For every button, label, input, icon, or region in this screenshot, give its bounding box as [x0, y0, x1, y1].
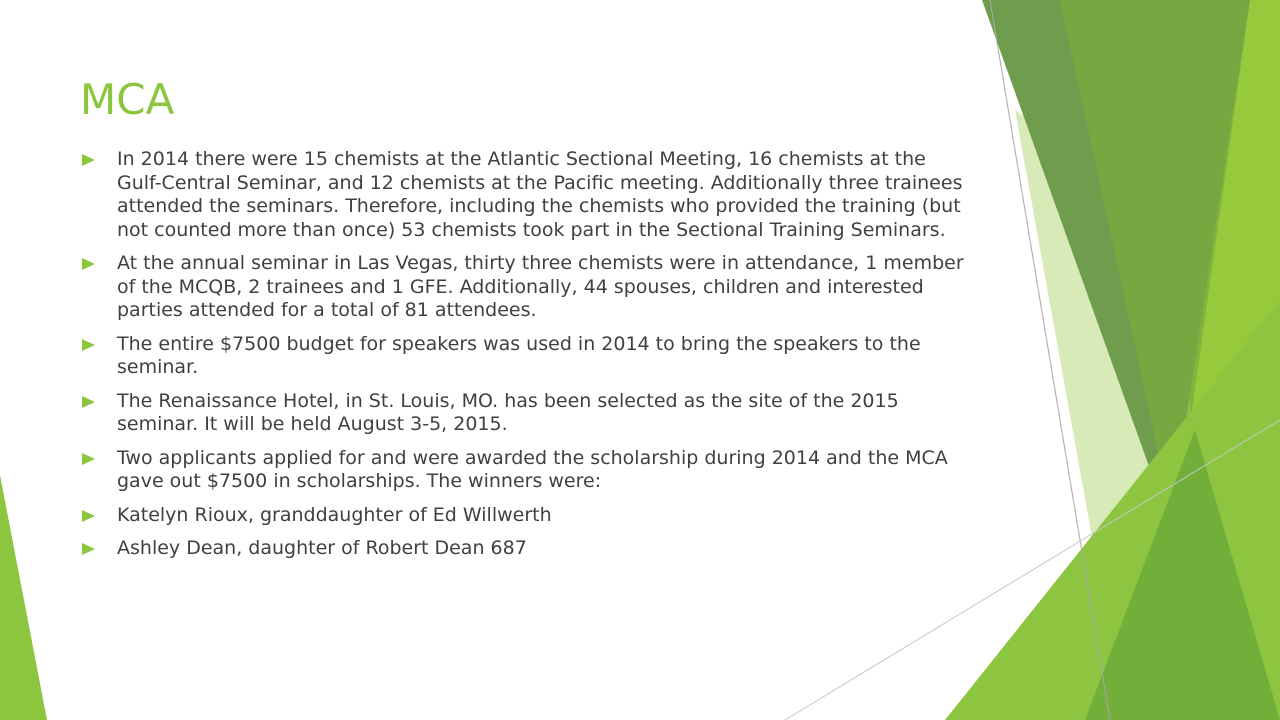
bullet-item: [80, 252, 970, 323]
bullet-item: [80, 148, 970, 242]
bullet-text: At the annual seminar in Las Vegas, thirty three chemists were in attendance, 1 member of the MCQB, 2 trainees and 1 GFE. Additionally, 44 spouses, children and interested parties attended for a total of 81 attendees.: [117, 252, 964, 321]
triangle-bullet-icon: [82, 258, 95, 270]
bullet-text: In 2014 there were 15 chemists at the Atlantic Sectional Meeting, 16 chemists at the Gulf-Central Seminar, and 12 chemists at the Pacific meeting. Additionally three trainees attended the seminars. Therefore, including the chemists who provided the training (but not counted more than once) 53 chemists took part in the Sectional Training Seminars.: [117, 148, 963, 241]
triangle-bullet-icon: [82, 154, 95, 166]
triangle-bullet-icon: [82, 543, 95, 555]
bullet-item: [80, 537, 970, 561]
bullet-item: [80, 333, 970, 380]
bullet-item: [80, 504, 970, 528]
bullet-text: Ashley Dean, daughter of Robert Dean 687: [117, 537, 527, 559]
left-green-wedge: [0, 475, 47, 720]
bullet-text: The entire $7500 budget for speakers was used in 2014 to bring the speakers to the seminar.: [117, 332, 921, 378]
triangle-bullet-icon: [82, 396, 95, 408]
triangle-bullet-icon: [82, 510, 95, 522]
triangle-bullet-icon: [82, 453, 95, 465]
bullet-item: [80, 390, 970, 437]
bullet-text: Two applicants applied for and were awarded the scholarship during 2014 and the MCA gave out $7500 in scholarships. The winners were:: [117, 446, 948, 492]
bullet-text: The Renaissance Hotel, in St. Louis, MO. has been selected as the site of the 2015 seminar. It will be held August 3-5, 2015.: [117, 389, 899, 435]
bullet-text: Katelyn Rioux, granddaughter of Ed Willwerth: [117, 503, 552, 526]
bullet-list: [80, 148, 970, 571]
triangle-bullet-icon: [82, 339, 95, 351]
slide-title: MCA: [80, 75, 175, 124]
bullet-item: [80, 447, 970, 494]
